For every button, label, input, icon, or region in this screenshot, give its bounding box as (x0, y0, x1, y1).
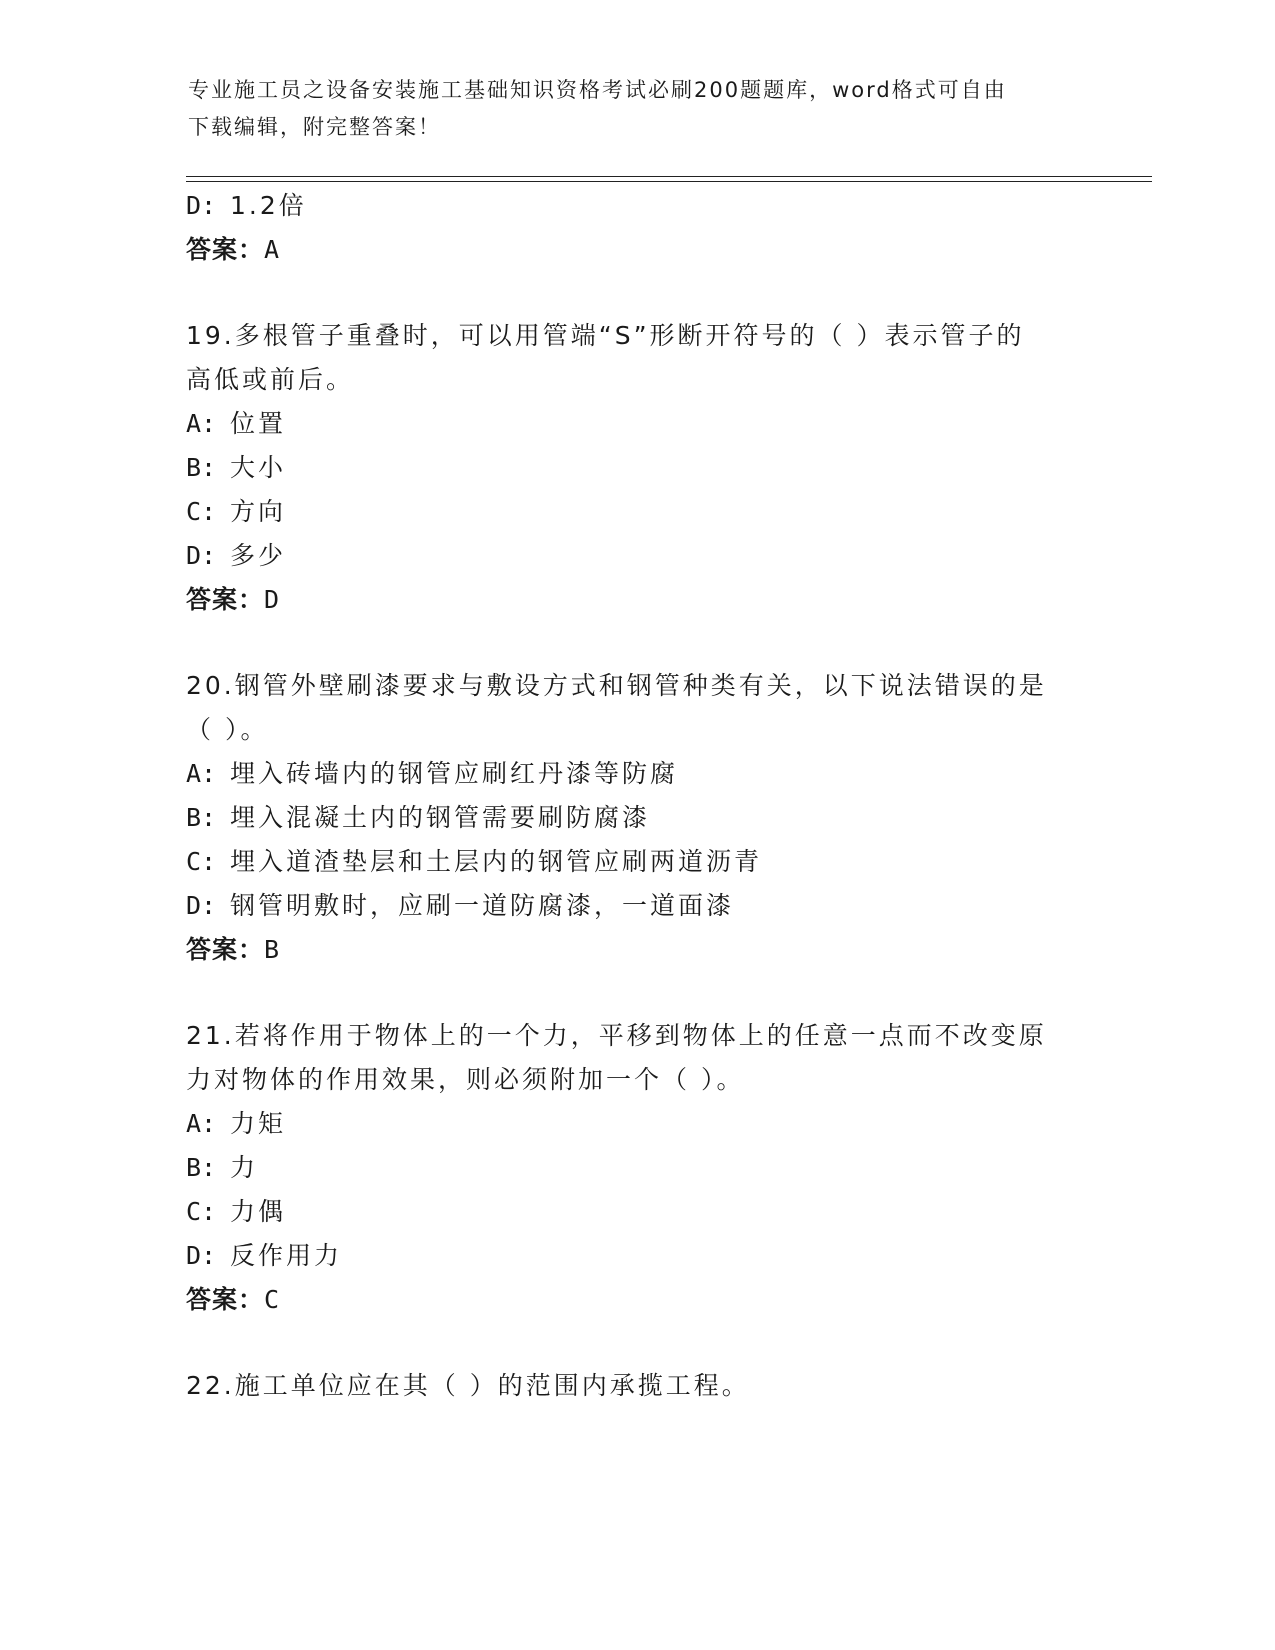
option-text: 大小 (230, 453, 287, 482)
q20-option-c (186, 846, 762, 878)
option-letter: C: (186, 1197, 217, 1226)
answer-value: C (264, 1285, 281, 1314)
q19-stem-line-1: 19.多根管子重叠时，可以用管端“S”形断开符号的（ ）表示管子的 (186, 321, 1025, 350)
q20-stem-line-1: 20.钢管外壁刷漆要求与敷设方式和钢管种类有关，以下说法错误的是 (186, 671, 1047, 700)
option-letter: D: (186, 541, 217, 570)
option-text: 钢管明敷时，应刷一道防腐漆，一道面漆 (230, 891, 735, 920)
prev-answer (186, 234, 280, 266)
option-text: 埋入砖墙内的钢管应刷红丹漆等防腐 (230, 759, 679, 788)
prev-option-d (186, 190, 307, 222)
option-letter: C: (186, 497, 217, 526)
option-letter: B: (186, 1153, 217, 1182)
option-text: 方向 (230, 497, 287, 526)
option-letter: A: (186, 759, 217, 788)
q21-option-d (186, 1240, 342, 1272)
q21-answer (186, 1284, 280, 1316)
q21-option-a (186, 1108, 286, 1140)
answer-value: B (264, 935, 281, 964)
q22-stem-line-1: 22.施工单位应在其（ ）的范围内承揽工程。 (186, 1371, 750, 1400)
answer-label: 答案： (186, 235, 265, 264)
option-text: 力矩 (230, 1109, 287, 1138)
q19-option-a (186, 408, 286, 440)
option-letter: B: (186, 803, 217, 832)
option-letter: D: (186, 891, 217, 920)
answer-value: D (264, 585, 281, 614)
option-text: 位置 (230, 409, 287, 438)
option-letter: D: (186, 191, 217, 220)
q21-option-c (186, 1196, 286, 1228)
answer-label: 答案： (186, 935, 265, 964)
option-letter: C: (186, 847, 217, 876)
q20-answer (186, 934, 280, 966)
option-letter: B: (186, 453, 217, 482)
q19-option-b (186, 452, 286, 484)
q20-option-b (186, 802, 650, 834)
option-letter: A: (186, 1109, 217, 1138)
q20-option-d (186, 890, 734, 922)
option-text: 埋入道渣垫层和土层内的钢管应刷两道沥青 (230, 847, 763, 876)
option-text: 力偶 (230, 1197, 287, 1226)
header-divider-bottom (186, 181, 1152, 182)
answer-label: 答案： (186, 1285, 265, 1314)
q19-answer (186, 584, 280, 616)
option-letter: A: (186, 409, 217, 438)
document-header (188, 72, 1068, 146)
q21-option-b (186, 1152, 258, 1184)
q21-stem-line-1: 21.若将作用于物体上的一个力，平移到物体上的任意一点而不改变原 (186, 1021, 1047, 1050)
option-text: 反作用力 (230, 1241, 343, 1270)
header-divider-top (186, 176, 1152, 177)
q21-stem-line-2: 力对物体的作用效果，则必须附加一个（ ）。 (186, 1065, 745, 1094)
q20-stem-line-2: （ ）。 (186, 715, 269, 744)
option-text: 埋入混凝土内的钢管需要刷防腐漆 (230, 803, 651, 832)
option-text: 1.2倍 (230, 191, 307, 220)
option-text: 多少 (230, 541, 287, 570)
answer-value: A (264, 235, 281, 264)
q19-option-c (186, 496, 286, 528)
q20-option-a (186, 758, 678, 790)
header-line-1: 专业施工员之设备安装施工基础知识资格考试必刷200题题库，word格式可自由 (188, 78, 1007, 102)
answer-label: 答案： (186, 585, 265, 614)
header-line-2: 下载编辑，附完整答案！ (188, 115, 441, 139)
option-letter: D: (186, 1241, 217, 1270)
q19-option-d (186, 540, 286, 572)
option-text: 力 (230, 1153, 259, 1182)
q19-stem-line-2: 高低或前后。 (186, 365, 355, 394)
